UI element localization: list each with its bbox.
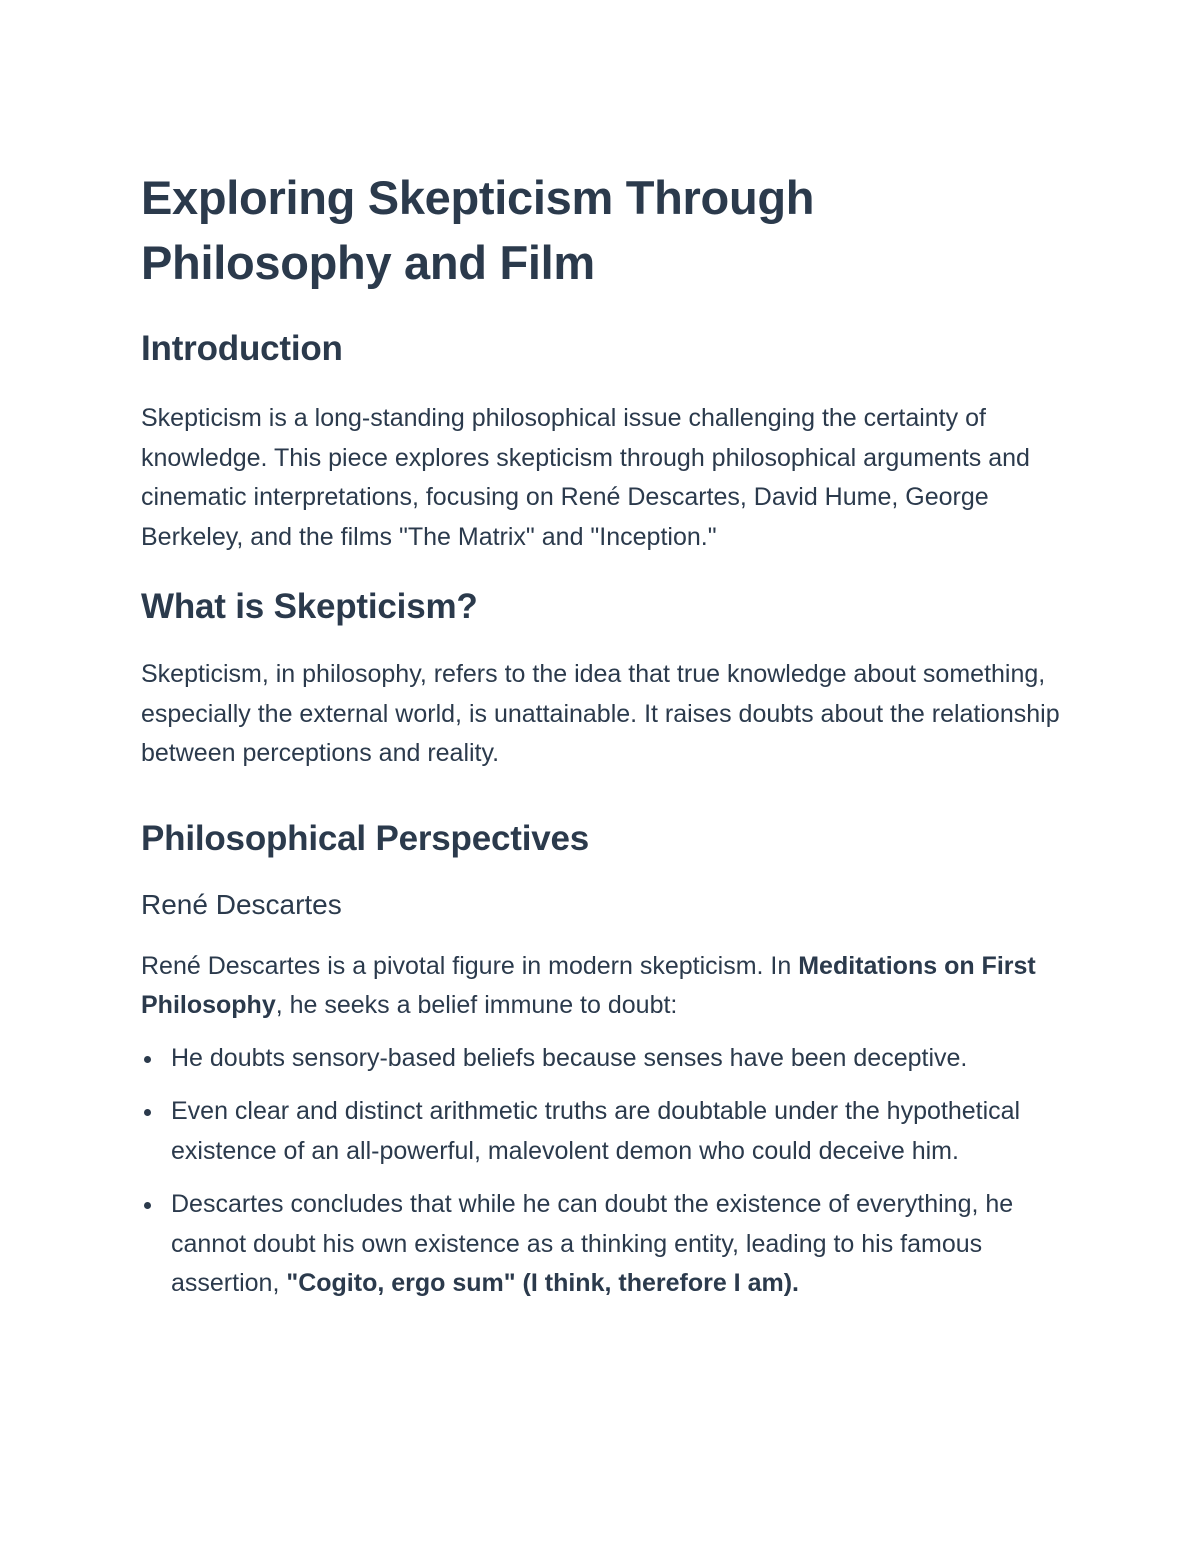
meditations-title-bold: Meditations on First Philosophy: [141, 951, 1036, 1019]
introduction-heading: Introduction: [141, 329, 343, 368]
list-item-text: Even clear and distinct arithmetic truths are doubtable under the hypothetical existence of an all-powerful, malevolent demon who could deceive him.: [171, 1097, 1021, 1165]
list-item: [141, 1185, 1066, 1304]
descartes-para-text: René Descartes is a pivotal figure in modern skepticism. In: [141, 951, 799, 980]
philosophical-perspectives-heading: Philosophical Perspectives: [141, 818, 590, 858]
descartes-subheading: René Descartes: [141, 888, 342, 920]
descartes-para-text-end: , he seeks a belief immune to doubt:: [275, 991, 678, 1019]
list-item: [141, 1039, 1066, 1079]
what-is-skepticism-heading: What is Skepticism?: [141, 587, 478, 626]
list-item: [141, 1092, 1066, 1171]
cogito-quote-bold: "Cogito, ergo sum" (I think, therefore I am).: [286, 1269, 799, 1297]
list-item-text: Descartes concludes that while he can doubt the existence of everything, he cannot doubt his own existence as a thinking entity, leading to his famous assertion,: [171, 1190, 1014, 1297]
bullet-icon: [144, 1109, 151, 1116]
what-is-skepticism-paragraph: Skepticism, in philosophy, refers to the idea that true knowledge about something, especially the external world, is unattainable. It raises doubts about the relationship between perceptions and reality.: [141, 660, 1060, 767]
descartes-paragraph: [141, 947, 1066, 1026]
page-title: Exploring Skepticism Through Philosophy and Film: [141, 171, 815, 289]
bullet-icon: [144, 1056, 151, 1063]
list-item-text: He doubts sensory-based beliefs because senses have been deceptive.: [171, 1043, 968, 1072]
bullet-icon: [144, 1202, 151, 1209]
document-page: [141, 165, 1066, 1304]
descartes-bullet-list: [141, 1039, 1066, 1304]
introduction-paragraph: Skepticism is a long-standing philosophical issue challenging the certainty of knowledge. This piece explores skepticism through philosophical arguments and cinematic interpretations, focusing on René Descartes, David Hume, George Berkeley, and the films "The Matrix" and "Inception.": [141, 404, 1030, 551]
